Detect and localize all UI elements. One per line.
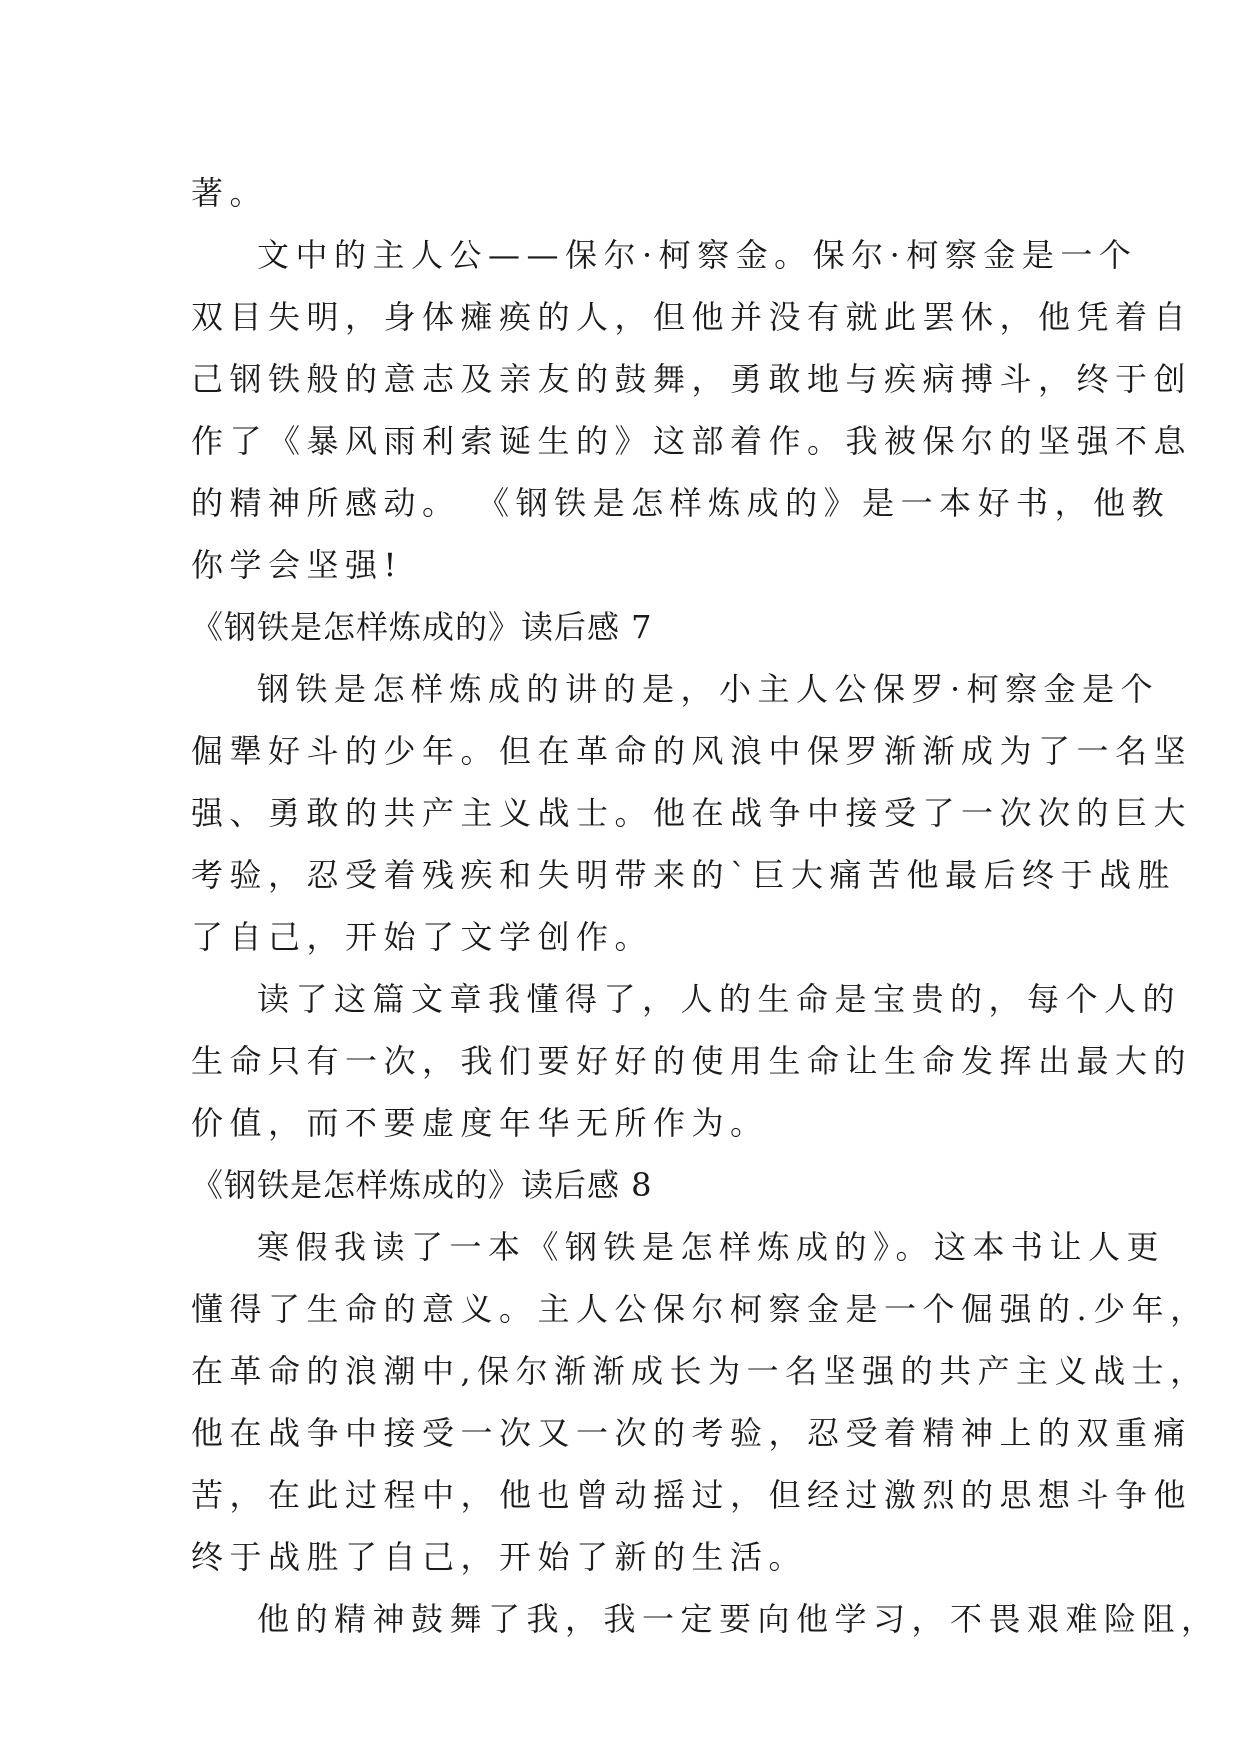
text-line: 强、勇敢的共产主义战士。他在战争中接受了一次次的巨大 xyxy=(191,794,1193,832)
text-line: 双目失明，身体瘫痪的人，但他并没有就此罢休，他凭着自 xyxy=(191,298,1193,336)
text-line: 的精神所感动。 《钢铁是怎样炼成的》是一本好书，他教 xyxy=(191,484,1171,522)
paragraph-start: 钢铁是怎样炼成的讲的是，小主人公保罗·柯察金是个 xyxy=(257,670,1160,708)
text-line: 倔犟好斗的少年。但在革命的风浪中保罗渐渐成为了一名坚 xyxy=(191,732,1193,770)
text-line: 考验，忍受着残疾和失明带来的`巨大痛苦他最后终于战胜 xyxy=(191,856,1177,894)
text-line: 著。 xyxy=(191,174,269,212)
paragraph-start: 寒假我读了一本《钢铁是怎样炼成的》。这本书让人更 xyxy=(257,1228,1166,1266)
text-line: 在革命的浪潮中,保尔渐渐成长为一名坚强的共产主义战士， xyxy=(191,1352,1209,1390)
text-line: 他在战争中接受一次又一次的考验，忍受着精神上的双重痛 xyxy=(191,1414,1193,1452)
text-line: 作了《暴风雨利索诞生的》这部着作。我被保尔的坚强不息 xyxy=(191,422,1193,460)
text-line: 了自己，开始了文学创作。 xyxy=(191,918,654,956)
text-line: 你学会坚强! xyxy=(191,546,403,584)
text-line: 懂得了生命的意义。主人公保尔柯察金是一个倔强的.少年， xyxy=(191,1290,1209,1328)
section-heading: 《钢铁是怎样炼成的》读后感 8 xyxy=(191,1166,653,1204)
text-line: 价值，而不要虚度年华无所作为。 xyxy=(191,1104,769,1142)
text-line: 苦，在此过程中，他也曾动摇过，但经过激烈的思想斗争他 xyxy=(191,1476,1193,1514)
document-body xyxy=(191,162,1220,1650)
paragraph-start: 文中的主人公——保尔·柯察金。保尔·柯察金是一个 xyxy=(257,236,1138,274)
text-line: 终于战胜了自己，开始了新的生活。 xyxy=(191,1538,808,1576)
section-heading: 《钢铁是怎样炼成的》读后感 7 xyxy=(191,608,653,646)
paragraph-start: 他的精神鼓舞了我，我一定要向他学习，不畏艰难险阻， xyxy=(257,1600,1220,1638)
text-line: 生命只有一次，我们要好好的使用生命让生命发挥出最大的 xyxy=(191,1042,1193,1080)
paragraph-start: 读了这篇文章我懂得了，人的生命是宝贵的，每个人的 xyxy=(257,980,1182,1018)
text-line: 己钢铁般的意志及亲友的鼓舞，勇敢地与疾病搏斗，终于创 xyxy=(191,360,1193,398)
